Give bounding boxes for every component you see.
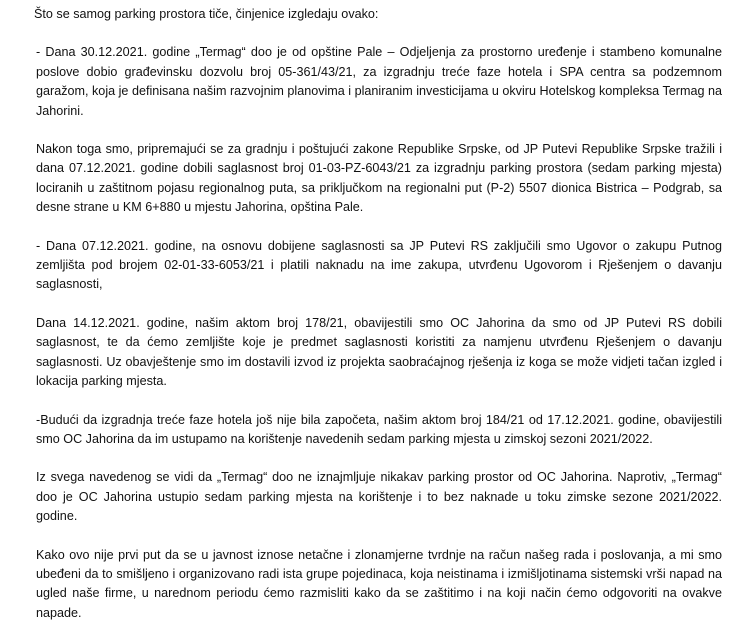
paragraph-parking-assignment: -Budući da izgradnja treće faze hotela još nije bila započeta, našim aktom broj 184/21 od 17.12.2021. godine, obavijestili smo OC Jahorina da im ustupamo na korištenje navedenih sedam parking mjesta u zimskoj sezoni 2021/2022. xyxy=(36,412,722,446)
paragraph-building-permit: - Dana 30.12.2021. godine „Termag“ doo je od opštine Pale – Odjeljenja za prostorno uređenje i stambeno komunalne poslove dobio građevinsku dozvolu broj 05-361/43/21, za izgradnju treće faze hotela i SPA centra sa podzemnom garažom, koja je definisana našim razvojnim planovima i planiranim investicijama u okviru Hotelskog kompleksa Termag na Jahorini. xyxy=(36,45,722,118)
document-body xyxy=(36,5,722,623)
paragraph-lease-contract: - Dana 07.12.2021. godine, na osnovu dobijene saglasnosti sa JP Putevi RS zaključili smo Ugovor o zakupu Putnog zemljišta pod brojem 02-01-33-6053/21 i platili naknadu na ime zakupa, utvrđenu Ugovorom i Rješenjem o davanju saglasnosti, xyxy=(36,238,722,292)
paragraph-closing: Kako ovo nije prvi put da se u javnost iznose netačne i zlonamjerne tvrdnje na račun našeg rada i poslovanja, a mi smo ubeđeni da to smišljeno i organizovano radi ista grupe pojedinaca, koja neistinama i izmišljotinama sistemski vrši napad na ugled naše firme, u narednom periodu ćemo razmisliti kako da se zaštitimo i na koji način ćemo odgovoriti na ovakve napade. xyxy=(36,547,722,620)
paragraph-conclusion: Iz svega navedenog se vidi da „Termag“ doo ne iznajmljuje nikakav parking prostor od OC Jahorina. Naprotiv, „Termag“ doo je OC Jahorina ustupio sedam parking mjesta na korištenje i to bez naknade u toku zimske sezone 2021/2022. godine. xyxy=(36,470,722,524)
paragraph-notification: Dana 14.12.2021. godine, našim aktom broj 178/21, obavijestili smo OC Jahorina da smo od JP Putevi RS dobili saglasnost, te da ćemo zemljište koje je predmet saglasnosti koristiti za namjenu utvrđenu Rješenjem o davanju saglasnosti. Uz obavještenje smo im dostavili izvod iz projekta saobraćajnog rješenja iz koga se može vidjeti tačan izgled i lokacija parking mjesta. xyxy=(36,315,722,389)
paragraph-road-consent: Nakon toga smo, pripremajući se za gradnju i poštujući zakone Republike Srpske, od JP Putevi Republike Srpske tražili i dana 07.12.2021. godine dobili saglasnost broj 01-03-PZ-6043/21 za izgradnju parking prostora (sedam parking mjesta) lociranih u zaštitnom pojasu regionalnog puta, sa priključkom na regionalni put (P-2) 5507 dionica Bistrica – Podgrab, sa desne strane u KM 6+880 u mjestu Jahorina, opština Pale. xyxy=(36,142,722,215)
intro-paragraph: Što se samog parking prostora tiče, činjenice izgledaju ovako: xyxy=(34,7,379,21)
